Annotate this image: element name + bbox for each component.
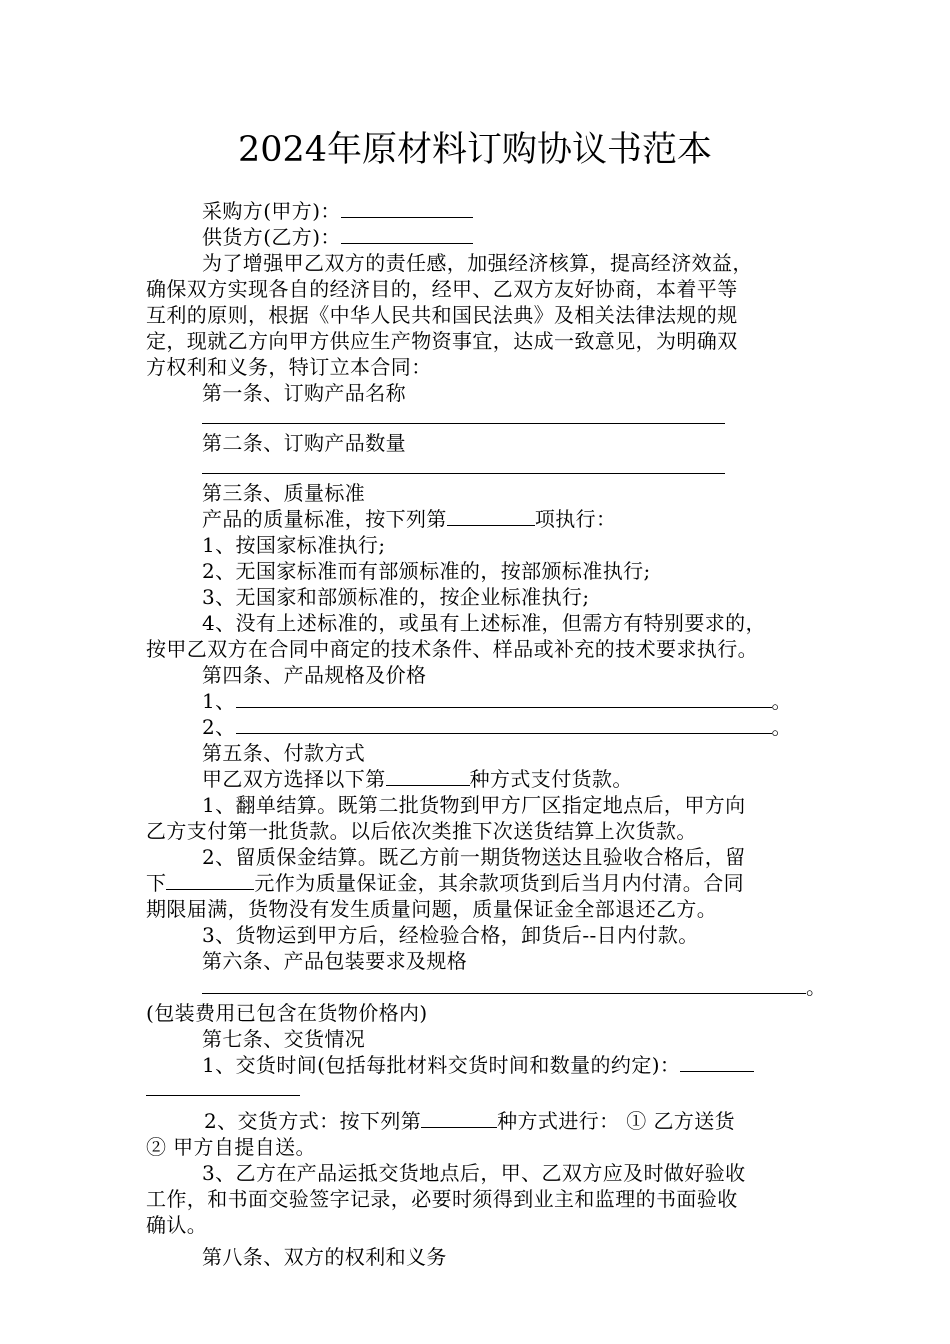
document-body	[146, 198, 827, 1270]
article-4-item-2	[146, 714, 814, 740]
article-1-heading: 第一条、订购产品名称	[202, 381, 406, 405]
article-3-item-4: 4、没有上述标准的，或虽有上述标准，但需方有特别要求的，	[202, 611, 766, 635]
article-2-heading: 第二条、订购产品数量	[202, 431, 406, 455]
article-5-item-2-cont	[146, 870, 814, 896]
buyer-line	[146, 198, 814, 224]
article-4-heading: 第四条、产品规格及价格	[202, 663, 427, 687]
article-5-item-2-pre: 下	[146, 871, 167, 895]
article-3-intro-tail: 项执行：	[534, 507, 617, 531]
delivery-time-blank	[680, 1052, 754, 1072]
buyer-blank	[341, 198, 473, 218]
article-4-item-1-blank	[236, 688, 772, 708]
deposit-amount-blank	[166, 870, 254, 890]
article-4-item-2-blank	[236, 714, 772, 734]
article-6-blank	[202, 974, 806, 994]
article-6-heading: 第六条、产品包装要求及规格	[202, 949, 468, 973]
article-6-blank-line	[146, 974, 827, 1000]
article-2-blank	[146, 456, 814, 480]
period: 。	[771, 715, 792, 739]
seller-blank	[341, 224, 473, 244]
article-5-heading: 第五条、付款方式	[202, 741, 366, 765]
article-4-item-2-num: 2、	[202, 715, 236, 739]
buyer-label: 采购方(甲方)：	[202, 199, 341, 223]
article-7-item-3: 3、乙方在产品运抵交货地点后，甲、乙双方应及时做好验收	[202, 1161, 746, 1185]
article-7-item-3-end: 确认。	[146, 1213, 208, 1237]
period: 。	[771, 689, 792, 713]
article-3-item: 2、无国家标准而有部颁标准的，按部颁标准执行;	[202, 559, 651, 583]
article-7-item-2-cont: ② 甲方自提自送。	[146, 1135, 316, 1159]
delivery-method-blank	[421, 1108, 497, 1128]
article-6-note: (包装费用已包含在货物价格内)	[146, 1001, 428, 1025]
period: 。	[806, 975, 827, 999]
article-3-intro	[146, 506, 814, 532]
article-4-item-1-num: 1、	[202, 689, 236, 713]
document-title: 2024年原材料订购协议书范本	[237, 130, 713, 170]
article-5-item-1-cont: 乙方支付第一批货款。以后依次类推下次送货结算上次货款。	[146, 819, 697, 843]
seller-line	[146, 224, 814, 250]
article-3-item-4-cont: 按甲乙双方在合同中商定的技术条件、样品或补充的技术要求执行。	[146, 637, 758, 661]
article-5-blank	[386, 766, 470, 786]
article-7-item-1	[146, 1052, 814, 1078]
intro-line: 确保双方实现各自的经济目的，经甲、乙双方友好协商，本着平等	[146, 277, 738, 301]
article-1-blank	[146, 406, 814, 430]
intro-line: 为了增强甲乙双方的责任感，加强经济核算，提高经济效益，	[202, 251, 753, 275]
article-5-item-3: 3、货物运到甲方后，经检验合格，卸货后--日内付款。	[202, 923, 699, 947]
article-5-item-2-end: 期限届满，货物没有发生质量问题，质量保证金全部退还乙方。	[146, 897, 718, 921]
intro-line: 方权利和义务，特订立本合同：	[146, 355, 432, 379]
delivery-time-blank-cont	[146, 1078, 814, 1102]
article-7-item-2-pre: 2、交货方式：按下列第	[204, 1109, 422, 1133]
seller-label: 供货方(乙方)：	[202, 225, 341, 249]
article-3-item: 3、无国家和部颁标准的，按企业标准执行;	[202, 585, 590, 609]
article-5-intro	[146, 766, 814, 792]
article-3-item: 1、按国家标准执行;	[202, 533, 386, 557]
article-7-item-2	[146, 1108, 814, 1134]
article-5-intro-tail: 种方式支付货款。	[469, 767, 633, 791]
article-7-item-2-post: 种方式进行： ① 乙方送货	[497, 1109, 736, 1133]
article-3-blank	[447, 506, 535, 526]
article-5-item-1: 1、翻单结算。既第二批货物到甲方厂区指定地点后，甲方向	[202, 793, 746, 817]
article-5-item-2: 2、留质保金结算。既乙方前一期货物送达且验收合格后，留	[202, 845, 746, 869]
article-7-item-1-text: 1、交货时间(包括每批材料交货时间和数量的约定)：	[202, 1053, 681, 1077]
article-5-item-2-post: 元作为质量保证金，其余款项货到后当月内付清。合同	[254, 871, 745, 895]
intro-line: 互利的原则，根据《中华人民共和国民法典》及相关法律法规的规	[146, 303, 738, 327]
article-4-item-1	[146, 688, 814, 714]
article-3-heading: 第三条、质量标准	[202, 481, 366, 505]
article-5-intro-text: 甲乙双方选择以下第	[202, 767, 386, 791]
intro-line: 定，现就乙方向甲方供应生产物资事宜，达成一致意见，为明确双	[146, 329, 738, 353]
article-7-heading: 第七条、交货情况	[202, 1027, 366, 1051]
article-8-heading: 第八条、双方的权利和义务	[202, 1245, 447, 1269]
article-7-item-3-cont: 工作，和书面交验签字记录，必要时须得到业主和监理的书面验收	[146, 1187, 738, 1211]
article-3-intro-text: 产品的质量标准，按下列第	[202, 507, 447, 531]
